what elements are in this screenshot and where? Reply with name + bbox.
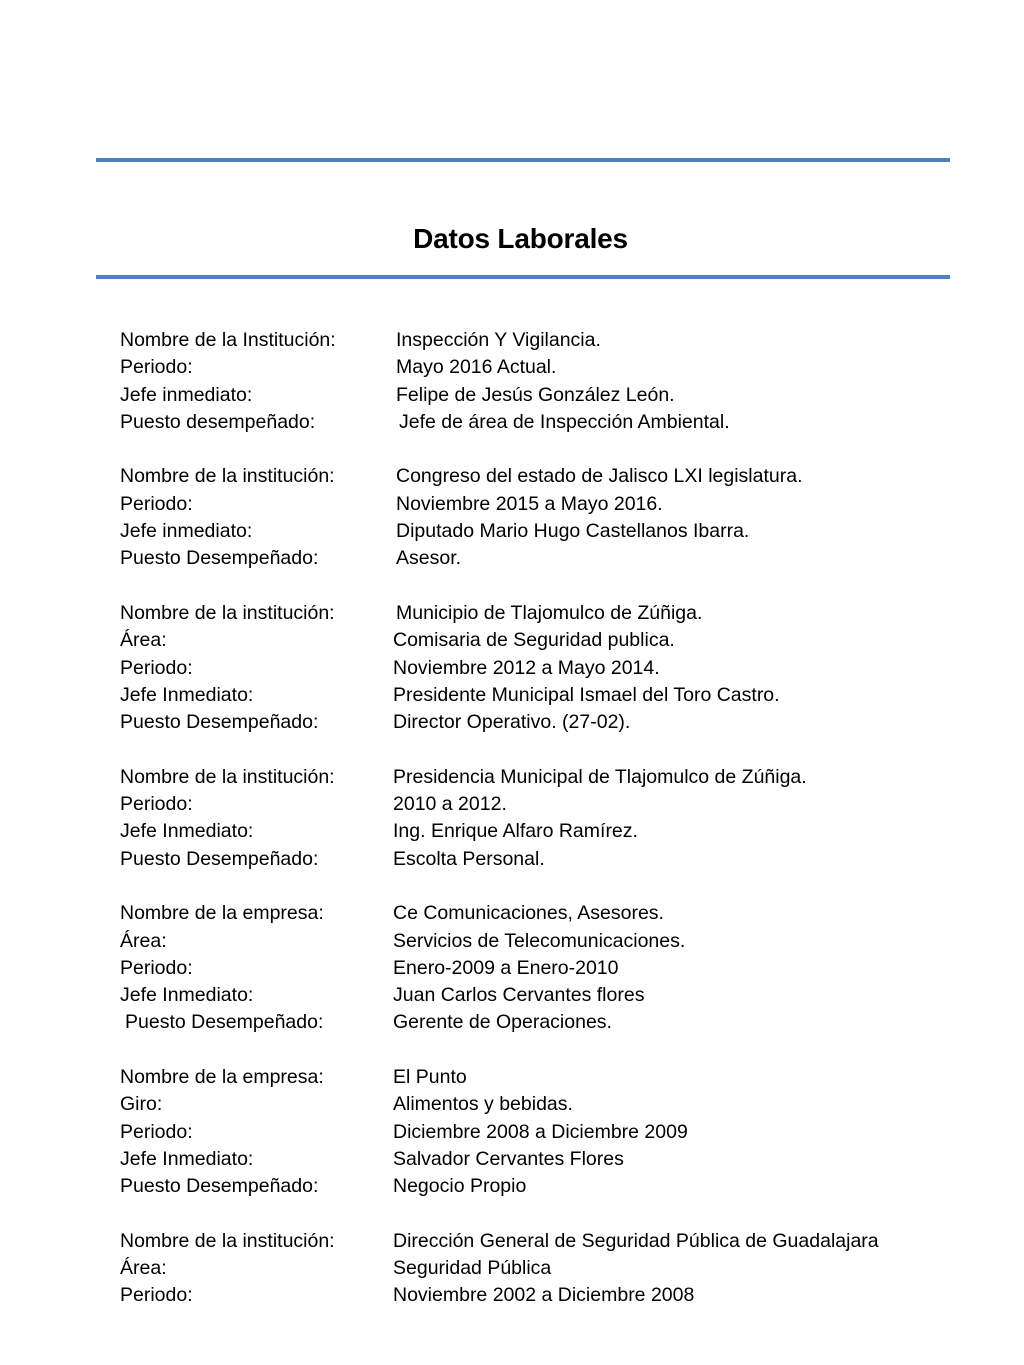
entry-row — [120, 900, 1000, 927]
field-label: Puesto Desempeñado: — [120, 547, 319, 570]
field-label: Jefe Inmediato: — [120, 683, 254, 706]
field-value: 2010 a 2012. — [393, 793, 507, 816]
field-label: Giro: — [120, 1093, 163, 1116]
field-value: Dirección General de Seguridad Pública de Guadalajara — [393, 1229, 879, 1252]
field-value: Comisaria de Seguridad publica. — [393, 629, 675, 652]
field-label: Periodo: — [120, 956, 193, 979]
field-value: Municipio de Tlajomulco de Zúñiga. — [396, 601, 703, 624]
top-divider — [96, 158, 950, 162]
field-value: Enero-2009 a Enero-2010 — [393, 956, 619, 979]
field-value: Presidencia Municipal de Tlajomulco de Zúñiga. — [393, 765, 807, 788]
entry-row — [120, 354, 1000, 381]
field-label: Nombre de la institución: — [120, 465, 335, 488]
field-label: Nombre de la empresa: — [120, 902, 324, 925]
field-label: Jefe Inmediato: — [120, 984, 254, 1007]
field-value: Gerente de Operaciones. — [393, 1011, 612, 1034]
entry-row — [120, 928, 1000, 955]
field-label: Nombre de la empresa: — [120, 1066, 324, 1089]
field-label: Jefe Inmediato: — [120, 1147, 254, 1170]
entry-row — [120, 1009, 1000, 1036]
field-label: Periodo: — [120, 1120, 193, 1143]
field-label: Periodo: — [120, 356, 193, 379]
field-label: Jefe inmediato: — [120, 383, 253, 406]
field-value: Asesor. — [396, 547, 462, 570]
entry-row — [120, 764, 1000, 791]
field-value: Noviembre 2002 a Diciembre 2008 — [393, 1284, 695, 1307]
entry-row — [120, 982, 1000, 1009]
employment-entry — [120, 327, 1000, 436]
field-value: Negocio Propio — [393, 1175, 527, 1198]
entry-row — [120, 463, 1000, 490]
field-value: Diciembre 2008 a Diciembre 2009 — [393, 1120, 688, 1143]
entry-row — [120, 1146, 1000, 1173]
field-label: Jefe inmediato: — [120, 520, 253, 543]
entry-row — [120, 327, 1000, 354]
field-label: Puesto Desempeñado: — [120, 1175, 319, 1198]
entry-row — [120, 655, 1000, 682]
entry-row — [120, 1091, 1000, 1118]
field-value: Mayo 2016 Actual. — [396, 356, 557, 379]
entry-row — [120, 409, 1000, 436]
field-label: Puesto desempeñado: — [120, 410, 316, 433]
entry-row — [120, 1173, 1000, 1200]
field-value: Inspección Y Vigilancia. — [396, 329, 601, 351]
employment-list — [120, 327, 1000, 1337]
field-value: Jefe de área de Inspección Ambiental. — [399, 410, 730, 433]
field-value: Ce Comunicaciones, Asesores. — [393, 902, 664, 925]
field-value: Servicios de Telecomunicaciones. — [393, 929, 686, 952]
entry-row — [120, 382, 1000, 409]
field-label: Periodo: — [120, 1284, 193, 1307]
field-value: Noviembre 2015 a Mayo 2016. — [396, 492, 663, 515]
entry-row — [120, 818, 1000, 845]
field-label: Jefe Inmediato: — [120, 820, 254, 843]
entry-row — [120, 791, 1000, 818]
field-label: Puesto Desempeñado: — [120, 847, 319, 870]
entry-row — [120, 1064, 1000, 1091]
field-value: Noviembre 2012 a Mayo 2014. — [393, 656, 660, 679]
entry-row — [120, 709, 1000, 736]
employment-entry — [120, 600, 1000, 736]
field-label: Nombre de la institución: — [120, 1229, 335, 1252]
field-value: El Punto — [393, 1066, 467, 1089]
field-label: Área: — [120, 1257, 167, 1280]
field-value: Diputado Mario Hugo Castellanos Ibarra. — [396, 520, 750, 543]
field-value: Director Operativo. (27-02). — [393, 711, 631, 734]
bottom-divider — [96, 275, 950, 279]
employment-entry — [120, 900, 1000, 1036]
field-value: Felipe de Jesús González León. — [396, 383, 675, 406]
entry-row — [120, 627, 1000, 654]
field-value: Congreso del estado de Jalisco LXI legislatura. — [396, 465, 803, 488]
field-value: Ing. Enrique Alfaro Ramírez. — [393, 820, 638, 843]
entry-row — [120, 1282, 1000, 1309]
entry-row — [120, 491, 1000, 518]
field-label: Área: — [120, 629, 167, 652]
entry-row — [120, 1228, 1000, 1255]
field-label: Nombre de la institución: — [120, 765, 335, 788]
employment-entry — [120, 463, 1000, 572]
field-value: Seguridad Pública — [393, 1257, 552, 1280]
field-value: Juan Carlos Cervantes flores — [393, 984, 645, 1007]
field-label: Nombre de la Institución: — [120, 329, 336, 351]
entry-row — [120, 545, 1000, 572]
field-label: Periodo: — [120, 793, 193, 816]
entry-row — [120, 518, 1000, 545]
employment-entry — [120, 1228, 1000, 1310]
page-title: Datos Laborales — [413, 222, 628, 254]
entry-row — [120, 1255, 1000, 1282]
entry-row — [120, 1119, 1000, 1146]
field-label: Nombre de la institución: — [120, 601, 335, 624]
field-value: Salvador Cervantes Flores — [393, 1147, 624, 1170]
entry-row — [120, 955, 1000, 982]
entry-row — [120, 682, 1000, 709]
field-value: Presidente Municipal Ismael del Toro Castro. — [393, 683, 780, 706]
field-value: Escolta Personal. — [393, 847, 545, 870]
field-value: Alimentos y bebidas. — [393, 1093, 573, 1116]
entry-row — [120, 600, 1000, 627]
field-label: Puesto Desempeñado: — [125, 1011, 324, 1034]
entry-row — [120, 846, 1000, 873]
field-label: Área: — [120, 929, 167, 952]
employment-entry — [120, 1064, 1000, 1200]
field-label: Periodo: — [120, 656, 193, 679]
employment-entry — [120, 764, 1000, 873]
field-label: Periodo: — [120, 492, 193, 515]
field-label: Puesto Desempeñado: — [120, 711, 319, 734]
